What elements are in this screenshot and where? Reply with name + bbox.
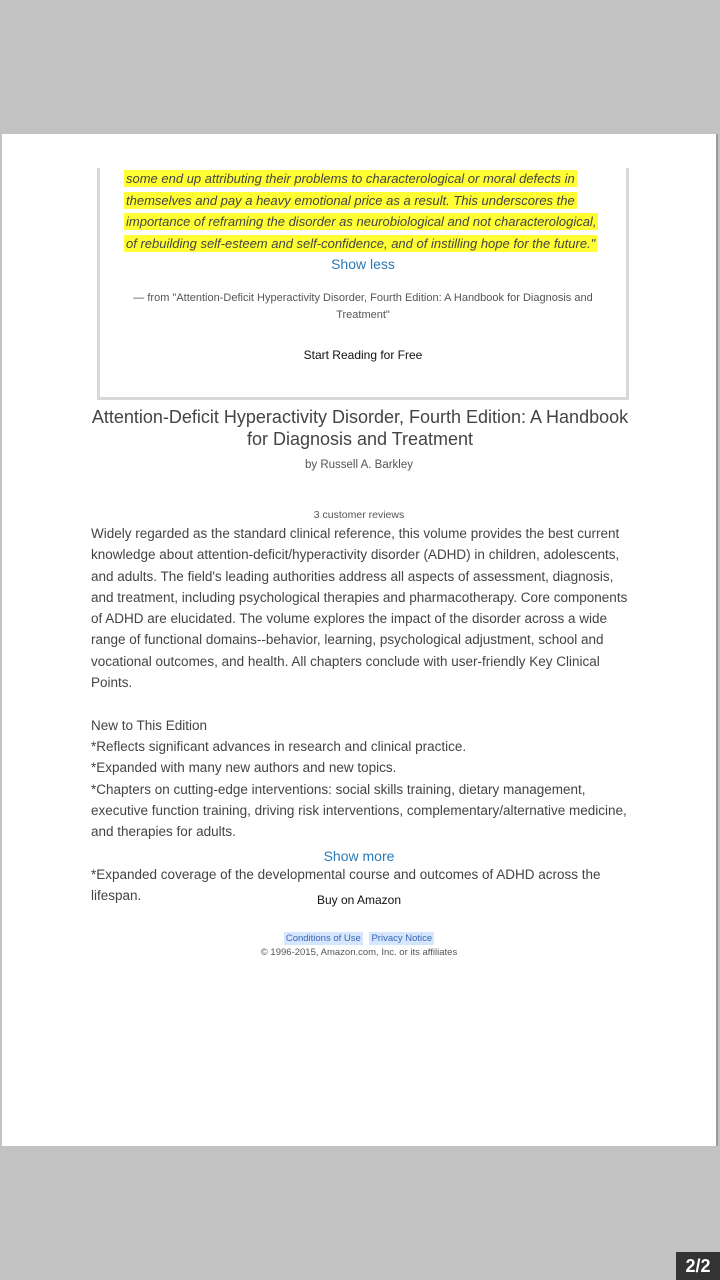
book-author: by Russell A. Barkley <box>304 459 413 471</box>
quote-line: importance of reframing the disorder as neurobiological and not characterological, <box>126 214 597 229</box>
quote-card <box>97 168 629 400</box>
description-line: *Chapters on cutting-edge interventions: social skills training, dietary management, executive function training, driving risk interventions, complementary/alternative medicine, and therapies for adults. <box>91 781 627 840</box>
buy-on-amazon-button[interactable]: Buy on Amazon <box>316 893 402 907</box>
start-reading-button[interactable]: Start Reading for Free <box>303 348 423 362</box>
quote-line: of rebuilding self-esteem and self-confidence, and of instilling hope for the future." <box>126 235 596 251</box>
highlighted-quote <box>124 168 606 254</box>
description-line: *Expanded with many new authors and new topics. <box>91 760 397 776</box>
copyright-text: © 1996-2015, Amazon.com, Inc. or its affiliates <box>260 947 458 958</box>
show-less-link[interactable]: Show less <box>331 256 395 272</box>
conditions-of-use-link[interactable]: Conditions of Use <box>285 933 361 944</box>
description-paragraph: Widely regarded as the standard clinical reference, this volume provides the best current knowledge about attention-deficit/hyperactivity disorder (ADHD) in children, adolescents, and adults. The field's leading authorities address all aspects of assessment, diagnosis, and treatment, including psychological therapies and pharmacotherapy. Core components of ADHD are elucidated. The volume explores the impact of the disorder across a wide range of functional domains--behavior, learning, psychological adjustment, school and vocational outcomes, and health. All chapters conclude with user-friendly Key Clinical Points. <box>91 526 628 691</box>
book-title: Attention-Deficit Hyperactivity Disorder, Fourth Edition: A Handbook for Diagnosis and Treatment <box>91 407 629 449</box>
description-line: New to This Edition <box>91 717 208 733</box>
quote-source: — from "Attention-Deficit Hyperactivity Disorder, Fourth Edition: A Handbook for Diagnosis and Treatment" <box>133 292 593 321</box>
quote-line: themselves and pay a heavy emotional price as a result. This underscores the <box>126 192 575 208</box>
description-line: *Expanded coverage of the developmental course and outcomes of ADHD across the lifespan. <box>91 866 601 904</box>
reader-page <box>2 134 718 1146</box>
privacy-notice-link[interactable]: Privacy Notice <box>371 933 433 944</box>
page-indicator: 2/2 <box>676 1252 720 1280</box>
description-line: *Reflects significant advances in research and clinical practice. <box>91 738 467 754</box>
customer-reviews-link[interactable]: 3 customer reviews <box>313 509 405 521</box>
footer-links <box>2 933 716 944</box>
quote-line: some end up attributing their problems to characterological or moral defects in <box>126 171 575 186</box>
show-more-link[interactable]: Show more <box>323 848 395 864</box>
